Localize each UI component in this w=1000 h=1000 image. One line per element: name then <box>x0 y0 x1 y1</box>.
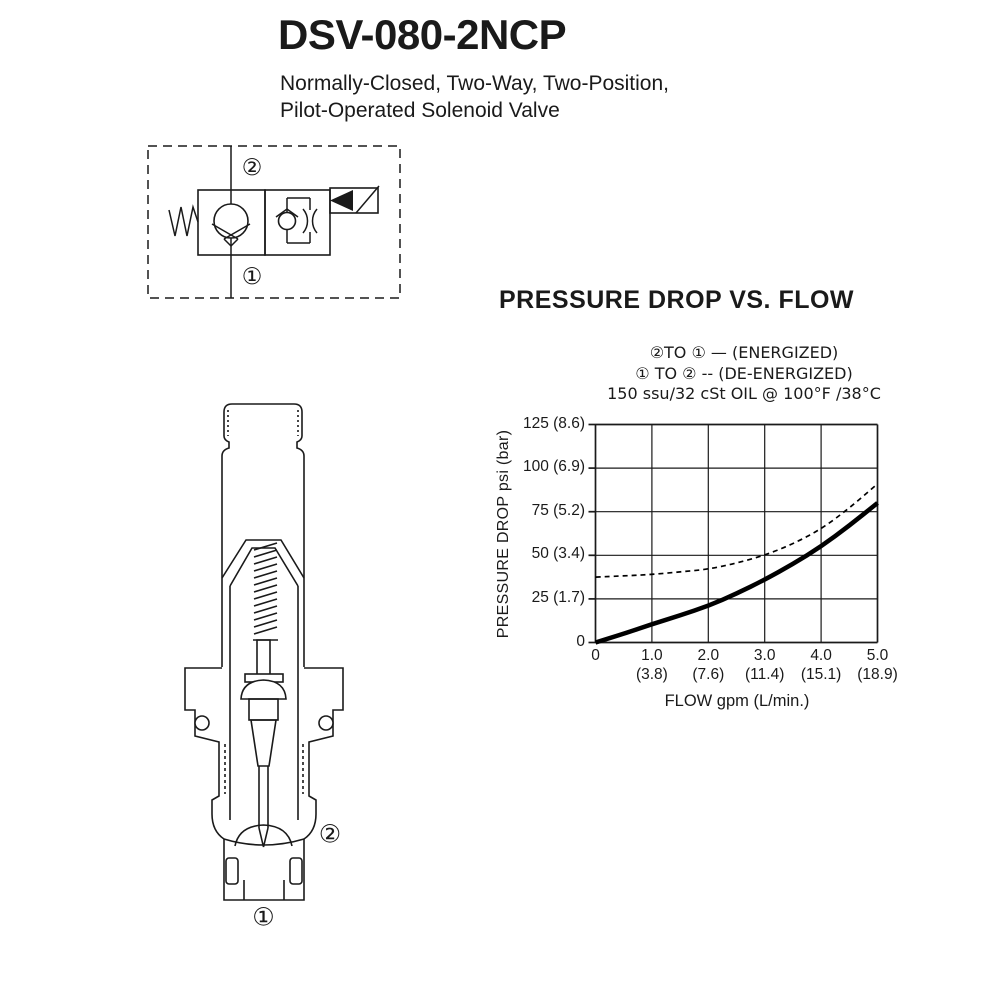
cross-section-port-2-label: ② <box>318 819 342 849</box>
x-tick-lpm: (15.1) <box>800 666 842 683</box>
spring-cage-cone-outer <box>222 540 304 578</box>
x-tick-label-2 <box>692 646 724 684</box>
orifice-symbol <box>303 209 317 233</box>
x-tick-lpm: (3.8) <box>635 666 668 683</box>
page-subtitle <box>280 70 669 124</box>
y-tick-label-125: 125 (8.6) <box>522 414 585 432</box>
x-tick-gpm: 0 <box>591 647 600 664</box>
return-spring-coil <box>253 543 278 640</box>
x-tick-label-1 <box>636 646 668 684</box>
pilot-stem <box>257 640 270 674</box>
spring-symbol <box>169 207 198 236</box>
y-tick-label-0: 0 <box>576 632 585 650</box>
legend-oil-condition: 150 ssu/32 cSt OIL @ 100°F /38°C <box>607 384 881 403</box>
tube-thread-dashes <box>228 410 298 436</box>
schematic-port-2-label: ② <box>241 155 263 181</box>
x-tick-label-5 <box>857 646 898 684</box>
legend-deenergized: ① TO ② -- (DE-ENERGIZED) <box>635 363 853 383</box>
x-tick-labels <box>591 646 898 694</box>
y-tick-label-75: 75 (5.2) <box>531 501 585 519</box>
y-tick-label-25: 25 (1.7) <box>531 588 585 606</box>
x-tick-gpm: 5.0 <box>866 647 889 664</box>
page-title: DSV-080-2NCP <box>278 11 567 58</box>
subtitle-line-1: Normally-Closed, Two-Way, Two-Position, <box>280 72 670 95</box>
subtitle-line-2: Pilot-Operated Solenoid Valve <box>280 99 560 122</box>
solenoid-triangle-icon <box>330 190 353 211</box>
deenergized-curve <box>596 484 878 577</box>
poppet-ball-symbol <box>214 204 248 238</box>
x-tick-gpm: 1.0 <box>641 647 663 664</box>
x-tick-gpm: 3.0 <box>753 647 776 664</box>
x-tick-lpm: (18.9) <box>857 666 898 683</box>
oring-left <box>195 716 209 730</box>
y-axis-title: PRESSURE DROP psi (bar) <box>495 429 512 639</box>
body-thread-dashes <box>225 744 303 794</box>
schematic-dashed-envelope <box>148 146 400 298</box>
pressure-drop-flow-chart <box>594 423 880 645</box>
x-tick-lpm: (7.6) <box>692 666 725 683</box>
cartridge-upper-tube <box>222 404 304 667</box>
chart-legend <box>598 343 890 405</box>
hydraulic-schematic-symbol <box>140 140 420 315</box>
x-tick-gpm: 2.0 <box>697 647 720 664</box>
energized-curve <box>596 503 878 643</box>
oring-right <box>319 716 333 730</box>
main-poppet-taper <box>251 720 276 766</box>
x-tick-label-3 <box>745 646 784 684</box>
cross-section-port-1-label: ① <box>252 902 275 932</box>
x-tick-label-0 <box>591 646 600 665</box>
nose-port-right <box>290 858 302 884</box>
nose-port-left <box>226 858 238 884</box>
pilot-box <box>265 190 330 255</box>
poppet-body-block <box>249 699 278 720</box>
valve-cross-section-drawing <box>140 390 420 960</box>
y-tick-labels <box>480 414 585 650</box>
x-tick-gpm: 4.0 <box>810 647 832 664</box>
valve-body-outline <box>185 668 343 900</box>
pilot-check-ball <box>279 213 296 230</box>
solenoid-diagonal <box>356 186 379 213</box>
chart-plot-area <box>589 425 878 643</box>
poppet-needle <box>259 766 268 847</box>
x-tick-label-4 <box>801 646 842 684</box>
nose-inner-bore <box>244 880 284 900</box>
schematic-port-1-label: ① <box>241 264 263 290</box>
x-tick-lpm: (11.4) <box>745 666 785 683</box>
armature-poppet-dome <box>241 680 286 699</box>
x-axis-title: FLOW gpm (L/min.) <box>664 692 810 710</box>
chart-section-title: PRESSURE DROP VS. FLOW <box>499 286 855 314</box>
y-tick-label-100: 100 (6.9) <box>522 458 585 476</box>
y-tick-label-50: 50 (3.4) <box>531 545 585 563</box>
legend-energized: ②TO ① — (ENERGIZED) <box>649 343 839 362</box>
cage-inner-walls <box>230 586 298 820</box>
